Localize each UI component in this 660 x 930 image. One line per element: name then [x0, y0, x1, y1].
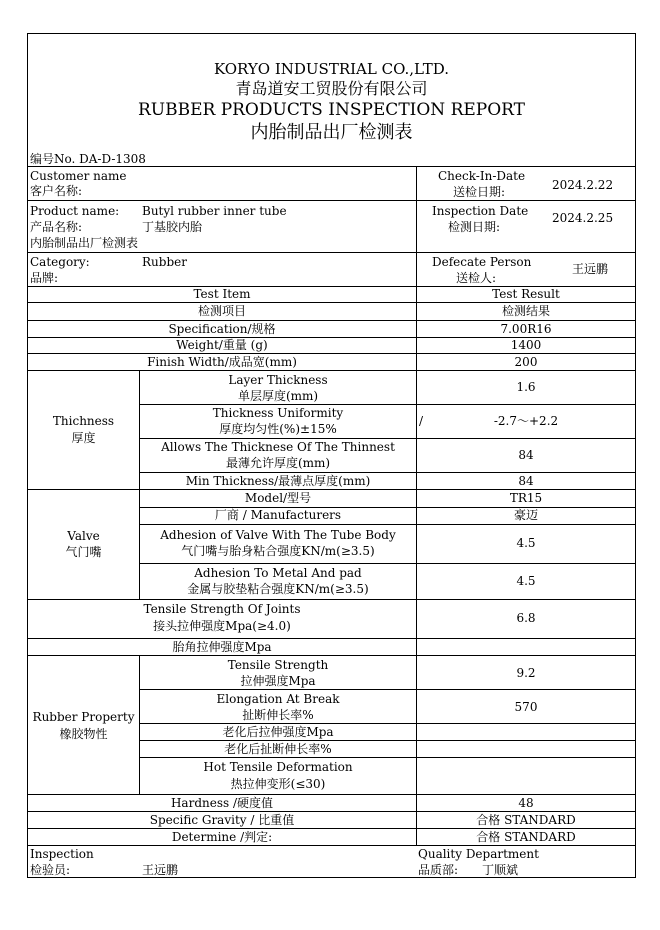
customer-label-cn: 客户名称:	[30, 184, 83, 198]
brand-label-cn: 品牌:	[30, 271, 59, 285]
product-value-cn: 丁基胶内胎	[142, 220, 203, 234]
test-result-header-cn: 检测结果	[501, 304, 550, 318]
thickness-group-cn: 厚度	[71, 431, 96, 445]
uniformity-slash: /	[419, 414, 424, 428]
aged-tensile-label: 老化后拉伸强度Mpa	[222, 725, 334, 739]
tensile-joints-cn: 接头拉伸强度Mpa(≥4.0)	[153, 619, 291, 633]
thickness-uniformity-value: -2.7～+2.2	[493, 414, 559, 428]
hot-tensile-cn: 热拉伸变形(≤30)	[230, 777, 326, 791]
quality-person-name: 丁顺斌	[482, 863, 519, 877]
manufacturers-value: 豪迈	[513, 508, 538, 522]
rubber-property-group-cn: 橡胶物性	[59, 727, 108, 741]
defecate-person-label-cn: 送检人:	[456, 271, 497, 285]
min-thickness-value: 84	[518, 474, 534, 488]
valve-group-cn: 气门嘴	[65, 545, 102, 559]
min-thickness-label: Min Thickness/最薄点厚度(mm)	[185, 474, 371, 488]
report-title-en: RUBBER PRODUCTS INSPECTION REPORT	[137, 100, 526, 120]
inspection-label-en: Inspection	[30, 847, 94, 861]
determine-value: 合格 STANDARD	[476, 830, 576, 844]
allows-thinnest-cn: 最薄允许厚度(mm)	[225, 456, 331, 470]
adhesion-metal-cn: 金属与胶垫粘合强度KN/m(≥3.5)	[187, 582, 369, 596]
test-result-header-en: Test Result	[492, 287, 560, 301]
inspector-name: 王远鹏	[142, 863, 179, 877]
company-name-en: KORYO INDUSTRIAL CO.,LTD.	[213, 60, 450, 78]
adhesion-metal-value: 4.5	[516, 574, 536, 588]
hardness-label: Hardness /硬度值	[170, 796, 274, 810]
inspection-label-cn: 检验员:	[30, 863, 71, 877]
inspection-date-value: 2024.2.25	[552, 211, 614, 225]
category-label-en: Category:	[30, 255, 90, 269]
checkin-date-value: 2024.2.22	[552, 178, 614, 192]
allows-thinnest-value: 84	[518, 448, 534, 462]
document-number: 编号No. DA-D-1308	[30, 152, 146, 166]
tensile-strength-en: Tensile Strength	[227, 658, 329, 672]
layer-thickness-value: 1.6	[516, 380, 536, 394]
checkin-label-cn: 送检日期:	[453, 185, 506, 199]
weight-label: Weight/重量 (g)	[176, 338, 268, 352]
product-label-en: Product name:	[30, 204, 120, 218]
tensile-joints-value: 6.8	[516, 611, 536, 625]
adhesion-metal-en: Adhesion To Metal And pad	[194, 566, 362, 580]
model-label: Model/型号	[244, 491, 312, 505]
defecate-person-label-en: Defecate Person	[432, 255, 532, 269]
corner-tensile-label: 胎角拉伸强度Mpa	[172, 640, 272, 654]
specification-value: 7.00R16	[500, 322, 552, 336]
layer-thickness-cn: 单层厚度(mm)	[237, 389, 319, 403]
thickness-uniformity-cn: 厚度均匀性(%)±15%	[219, 422, 337, 436]
product-sub-cn: 内胎制品出厂检测表	[30, 236, 139, 250]
adhesion-valve-en: Adhesion of Valve With The Tube Body	[160, 528, 396, 542]
quality-department-en: Quality Department	[418, 847, 539, 861]
test-item-header-cn: 检测项目	[197, 304, 246, 318]
finish-width-value: 200	[514, 355, 538, 369]
adhesion-valve-cn: 气门嘴与胎身粘合强度KN/m(≥3.5)	[181, 544, 375, 558]
product-value-en: Butyl rubber inner tube	[142, 204, 287, 218]
determine-label: Determine /判定:	[171, 830, 273, 844]
quality-department-cn: 品质部:	[418, 863, 459, 877]
specific-gravity-label: Specific Gravity / 比重值	[149, 813, 295, 827]
product-label-cn: 产品名称:	[30, 220, 83, 234]
elongation-value: 570	[514, 700, 538, 714]
test-item-header-en: Test Item	[193, 287, 251, 301]
thickness-group-en: Thichness	[52, 414, 115, 428]
hot-tensile-en: Hot Tensile Deformation	[203, 760, 353, 774]
company-name-cn: 青岛道安工贸股份有限公司	[235, 79, 428, 98]
inspection-date-label-cn: 检测日期:	[448, 220, 501, 234]
allows-thinnest-en: Allows The Thicknese Of The Thinnest	[161, 440, 395, 454]
tensile-strength-value: 9.2	[516, 666, 536, 680]
model-value: TR15	[509, 491, 543, 505]
elongation-cn: 扯断伸长率%	[242, 708, 314, 722]
manufacturers-label: 厂商 / Manufacturers	[214, 508, 342, 522]
finish-width-label: Finish Width/成品宽(mm)	[147, 355, 297, 369]
valve-group-en: Valve	[67, 529, 100, 543]
inspection-report-sheet	[27, 33, 636, 878]
aged-elongation-label: 老化后扯断伸长率%	[224, 742, 332, 756]
hardness-value: 48	[518, 796, 534, 810]
adhesion-valve-value: 4.5	[516, 536, 536, 550]
report-title-cn: 内胎制品出厂检测表	[250, 122, 413, 143]
checkin-label-en: Check-In-Date	[438, 169, 526, 183]
specification-label: Specification/规格	[168, 322, 276, 336]
category-value: Rubber	[142, 255, 187, 269]
thickness-uniformity-en: Thickness Uniformity	[212, 406, 344, 420]
tensile-strength-cn: 拉伸强度Mpa	[240, 674, 316, 688]
rubber-property-group-en: Rubber Property	[32, 710, 135, 724]
specific-gravity-value: 合格 STANDARD	[476, 813, 576, 827]
weight-value: 1400	[510, 338, 542, 352]
tensile-joints-en: Tensile Strength Of Joints	[143, 602, 301, 616]
elongation-en: Elongation At Break	[216, 692, 340, 706]
inspection-date-label-en: Inspection Date	[432, 204, 529, 218]
customer-label-en: Customer name	[30, 169, 127, 183]
layer-thickness-en: Layer Thickness	[228, 373, 328, 387]
defecate-person-value: 王远鹏	[572, 262, 609, 276]
